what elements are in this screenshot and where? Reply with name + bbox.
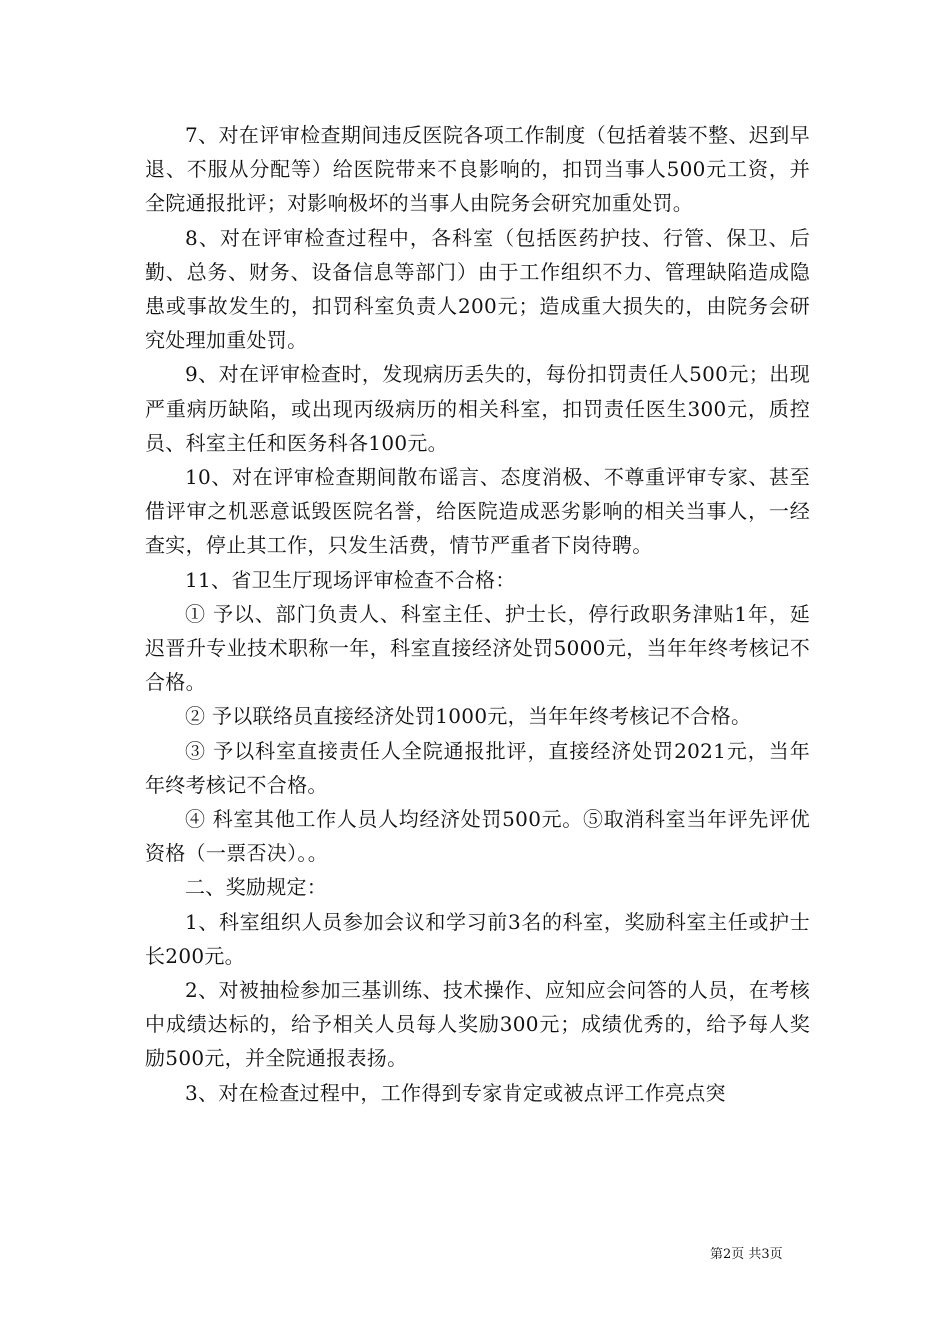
paragraph-sub-item-2: ② 予以联络员直接经济处罚1000元，当年年终考核记不合格。 [185, 704, 752, 729]
paragraph-item-11: 11、省卫生厅现场评审检查不合格： [185, 567, 516, 592]
page-number-footer: 第2页 共3页 [710, 1247, 783, 1262]
paragraph-sub-item-4: ④ 科室其他工作人员人均经济处罚500元。⑤取消科室当年评先评优资格（一票否决）。。 [145, 807, 810, 866]
paragraph-reward-1: 1、科室组织人员参加会议和学习前3名的科室，奖励科室主任或护士长200元。 [145, 909, 810, 968]
paragraph-sub-item-3: ③ 予以科室直接责任人全院通报批评，直接经济处罚2021元，当年年终考核记不合格。 [145, 738, 810, 797]
section-heading-rewards: 二、奖励规定： [185, 875, 328, 900]
paragraph-item-9: 9、对在评审检查时，发现病历丢失的，每份扣罚责任人500元；出现严重病历缺陷，或出现丙级病历的相关科室，扣罚责任医生300元，质控员、科室主任和医务科各100元。 [145, 362, 810, 455]
paragraph-sub-item-1: ① 予以、部门负责人、科室主任、护士长，停行政职务津贴1年，延迟晋升专业技术职称一年，科室直接经济处罚5000元，当年年终考核记不合格。 [145, 601, 810, 695]
paragraph-reward-3: 3、对在检查过程中，工作得到专家肯定或被点评工作亮点突 [185, 1080, 726, 1105]
paragraph-item-10: 10、对在评审检查期间散布谣言、态度消极、不尊重评审专家、甚至借评审之机恶意诋毁医院名誉，给医院造成恶劣影响的相关当事人，一经查实，停止其工作，只发生活费，情节严重者下岗待聘。 [145, 465, 810, 558]
document-body [145, 118, 810, 1110]
paragraph-item-7: 7、对在评审检查期间违反医院各项工作制度（包括着装不整、迟到早退、不服从分配等）给医院带来不良影响的，扣罚当事人500元工资，并全院通报批评；对影响极坏的当事人由院务会研究加重处罚。 [145, 123, 810, 216]
paragraph-item-8: 8、对在评审检查过程中，各科室（包括医药护技、行管、保卫、后勤、总务、财务、设备信息等部门）由于工作组织不力、管理缺陷造成隐患或事故发生的，扣罚科室负责人200元；造成重大损失的，由院务会研究处理加重处罚。 [145, 225, 810, 353]
paragraph-reward-2: 2、对被抽检参加三基训练、技术操作、应知应会问答的人员，在考核中成绩达标的，给予相关人员每人奖励300元；成绩优秀的，给予每人奖励500元，并全院通报表扬。 [145, 978, 810, 1071]
